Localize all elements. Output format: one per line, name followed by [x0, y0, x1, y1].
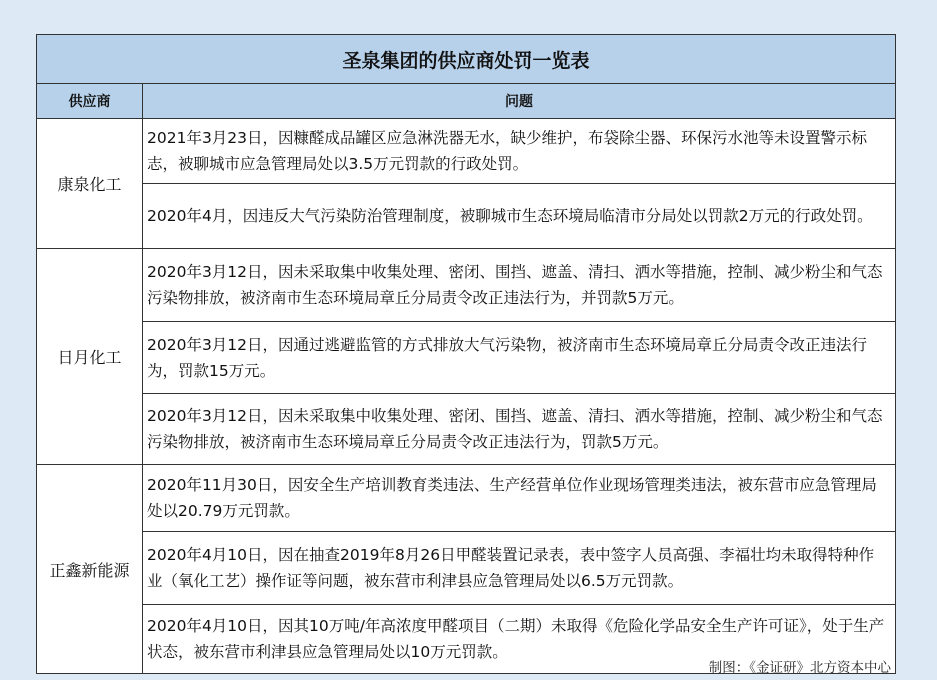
- source-credit: 制图：《金证研》北方资本中心: [708, 660, 891, 676]
- table-title: 圣泉集团的供应商处罚一览表: [37, 35, 896, 84]
- issue-cell: 2020年4月10日，因其10万吨/年高浓度甲醛项目（二期）未取得《危险化学品安全生产许可证》，处于生产状态，被东营市利津县应急管理局处以10万元罚款。: [143, 605, 896, 674]
- table-row: [37, 119, 896, 184]
- issue-cell: 2020年3月12日，因通过逃避监管的方式排放大气污染物，被济南市生态环境局章丘分局责令改正违法行为，罚款15万元。: [143, 322, 896, 394]
- table-row: [37, 249, 896, 322]
- issue-cell: 2020年3月12日，因未采取集中收集处理、密闭、围挡、遮盖、清扫、洒水等措施，控制、减少粉尘和气态污染物排放，被济南市生态环境局章丘分局责令改正违法行为，罚款5万元。: [143, 394, 896, 465]
- column-header-supplier: 供应商: [37, 84, 143, 119]
- supplier-cell: 正鑫新能源: [37, 465, 143, 674]
- column-header-issue: 问题: [143, 84, 896, 119]
- table-row: [37, 465, 896, 532]
- issue-cell: 2020年3月12日，因未采取集中收集处理、密闭、围挡、遮盖、清扫、洒水等措施，控制、减少粉尘和气态污染物排放，被济南市生态环境局章丘分局责令改正违法行为，并罚款5万元。: [143, 249, 896, 322]
- supplier-cell: 康泉化工: [37, 119, 143, 249]
- supplier-cell: 日月化工: [37, 249, 143, 465]
- table-row: [37, 532, 896, 605]
- table-row: [37, 184, 896, 249]
- issue-cell: 2020年11月30日，因安全生产培训教育类违法、生产经营单位作业现场管理类违法，被东营市应急管理局处以20.79万元罚款。: [143, 465, 896, 532]
- penalty-table-container: [36, 34, 895, 674]
- issue-cell: 2020年4月10日，因在抽查2019年8月26日甲醛装置记录表，表中签字人员高强、李福壮均未取得特种作业（氧化工艺）操作证等问题，被东营市利津县应急管理局处以6.5万元罚款。: [143, 532, 896, 605]
- issue-cell: 2020年4月，因违反大气污染防治管理制度，被聊城市生态环境局临清市分局处以罚款2万元的行政处罚。: [143, 184, 896, 249]
- table-row: [37, 394, 896, 465]
- table-row: [37, 322, 896, 394]
- issue-cell: 2021年3月23日，因糠醛成品罐区应急淋洗器无水，缺少维护，布袋除尘器、环保污水池等未设置警示标志，被聊城市应急管理局处以3.5万元罚款的行政处罚。: [143, 119, 896, 184]
- penalty-table: [36, 34, 896, 674]
